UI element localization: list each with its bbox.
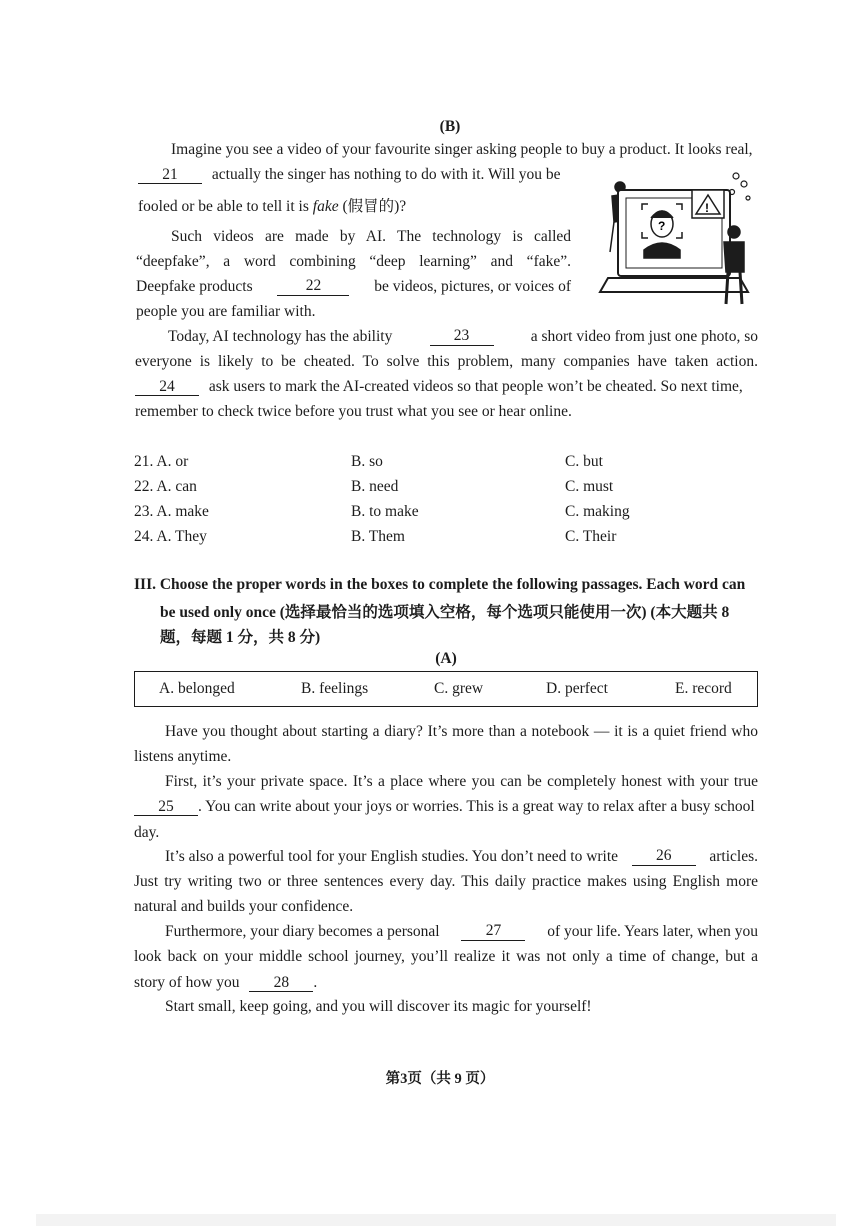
word-option-d[interactable]: D. perfect <box>546 680 608 697</box>
choice-21-c[interactable]: C. but <box>565 453 603 470</box>
section-a-p1-line2: listens anytime. <box>134 748 232 765</box>
choice-23-b[interactable]: B. to make <box>351 503 419 520</box>
section-b-heading: (B) <box>439 118 461 135</box>
choice-22-b[interactable]: B. need <box>351 478 399 495</box>
section-a-p4-line3: story of how you 28 . <box>134 974 318 991</box>
page-number: 第3页（共 9 页） <box>385 1071 495 1087</box>
choice-21-b[interactable]: B. so <box>351 453 383 470</box>
word-box <box>134 671 758 707</box>
section-iii-line1: III. Choose the proper words in the boxes to complete the following passages. Each word can <box>134 576 746 593</box>
blank-28[interactable]: 28 <box>249 975 313 992</box>
section-b-p3-line2: everyone is likely to be cheated. To solve this problem, many companies have taken action. <box>135 353 758 370</box>
choice-23-c[interactable]: C. making <box>565 503 630 520</box>
blank-22[interactable]: 22 <box>277 278 349 296</box>
choice-22-a[interactable]: 22. A. can <box>134 478 197 495</box>
section-a-p2-line2: 25 . You can write about your joys or worries. This is a great way to relax after a busy school <box>134 798 755 816</box>
scan-edge <box>36 1214 836 1226</box>
section-b-p2-line2: “deepfake”, a word combining “deep learning” and “fake”. <box>136 253 571 270</box>
choice-24-a[interactable]: 24. A. They <box>134 528 207 545</box>
blank-23[interactable]: 23 <box>430 328 494 346</box>
section-iii-line2: be used only once (选择最恰当的选项填入空格，每个选项只能使用一次) (本大题共 8 <box>160 604 730 621</box>
section-a-p3-line3: natural and builds your confidence. <box>134 898 354 915</box>
section-b-p1-line2: 21 actually the singer has nothing to do with it. Will you be <box>138 166 561 184</box>
section-iii-line3: 题，每题 1 分，共 8 分) <box>160 629 321 646</box>
question-mark: ? <box>658 219 666 233</box>
blank-24[interactable]: 24 <box>135 379 199 396</box>
section-a-p1-line1: Have you thought about starting a diary? It’s more than a notebook — it is a quiet friend who <box>165 723 758 740</box>
section-b-p2-line1: Such videos are made by AI. The technology is called <box>171 228 571 245</box>
section-b-p2-line3: Deepfake products 22 be videos, pictures, or voices of <box>136 277 571 295</box>
choice-23-a[interactable]: 23. A. make <box>134 503 209 520</box>
word-option-b[interactable]: B. feelings <box>301 680 369 697</box>
section-b-p1-line3: fooled or be able to tell it is fake (假冒的)? <box>138 198 407 215</box>
choice-24-b[interactable]: B. Them <box>351 528 405 545</box>
word-option-a[interactable]: A. belonged <box>159 680 235 697</box>
section-b-p3-line4: remember to check twice before you trust what you see or hear online. <box>135 403 572 420</box>
deepfake-illustration <box>598 168 760 310</box>
blank-21[interactable]: 21 <box>138 167 202 184</box>
section-a-p2-line1: First, it’s your private space. It’s a place where you can be completely honest with your true <box>165 773 758 790</box>
gear-icon <box>730 173 751 200</box>
alert-mark: ! <box>705 201 709 215</box>
section-a-p2-line3: day. <box>134 824 160 841</box>
section-b-p3-line3: 24 ask users to mark the AI-created videos so that people won’t be cheated. So next time, <box>135 378 743 396</box>
blank-25[interactable]: 25 <box>134 799 198 816</box>
blank-26[interactable]: 26 <box>632 848 696 866</box>
choice-24-c[interactable]: C. Their <box>565 528 617 545</box>
section-b-p3-line1: Today, AI technology has the ability 23 a short video from just one photo, so <box>168 327 758 345</box>
choice-21-a[interactable]: 21. A. or <box>134 453 189 470</box>
section-a-heading: (A) <box>435 650 457 667</box>
section-a-p4-line2: look back on your middle school journey, you’ll realize it was not only a time of change, but a <box>134 948 758 965</box>
section-b-p1-line1: Imagine you see a video of your favourite singer asking people to buy a product. It looks real, <box>171 141 753 158</box>
word-option-c[interactable]: C. grew <box>434 680 484 697</box>
choice-22-c[interactable]: C. must <box>565 478 614 495</box>
word-option-e[interactable]: E. record <box>675 680 732 697</box>
section-a-p3-line2: Just try writing two or three sentences every day. This daily practice makes using English more <box>134 873 758 890</box>
section-b-p2-line4: people you are familiar with. <box>136 303 316 320</box>
section-a-p4-line1: Furthermore, your diary becomes a personal 27 of your life. Years later, when you <box>165 922 758 940</box>
section-a-p3-line1: It’s also a powerful tool for your English studies. You don’t need to write 26 articles. <box>165 847 758 865</box>
blank-27[interactable]: 27 <box>461 923 525 941</box>
section-a-p5-line1: Start small, keep going, and you will discover its magic for yourself! <box>165 998 592 1015</box>
